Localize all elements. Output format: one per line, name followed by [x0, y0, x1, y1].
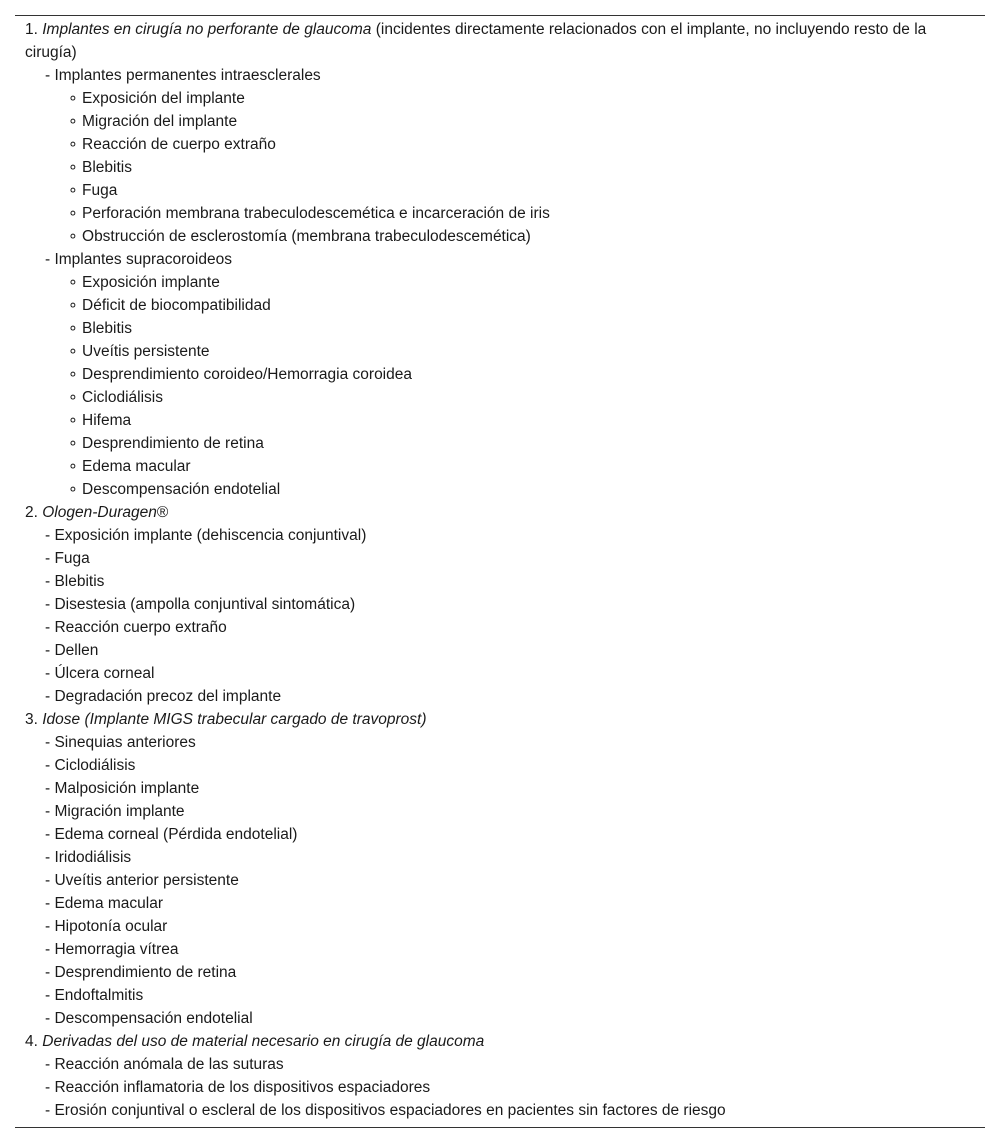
complications-table	[15, 15, 985, 1128]
section-number: 3.	[25, 711, 38, 728]
list-item: - Descompensación endotelial	[45, 1010, 253, 1027]
section-title: Ologen-Duragen	[42, 504, 157, 521]
list-item: ∘ Hifema	[68, 412, 132, 429]
list-item: - Degradación precoz del implante	[45, 688, 282, 705]
list-item: - Sinequias anteriores	[45, 734, 196, 751]
list-item: - Hemorragia vítrea	[45, 941, 179, 958]
list-item: - Iridodiálisis	[45, 849, 132, 866]
list-item: - Reacción inflamatoria de los dispositivos espaciadores	[45, 1079, 431, 1096]
list-item: - Fuga	[45, 550, 90, 567]
section-3-heading	[15, 708, 985, 731]
list-item: - Desprendimiento de retina	[45, 964, 237, 981]
list-item: ∘ Desprendimiento de retina	[68, 435, 264, 452]
section-note: (incidentes directamente relacionados con el implante, no incluyendo resto de la cirugía)	[25, 21, 927, 61]
subgroup-heading: - Implantes permanentes intraesclerales	[45, 67, 321, 84]
list-item: ∘ Blebitis	[68, 320, 132, 337]
section-1-heading	[15, 18, 985, 64]
list-item: ∘ Blebitis	[68, 159, 132, 176]
list-item: ∘ Edema macular	[68, 458, 191, 475]
list-item: - Erosión conjuntival o escleral de los dispositivos espaciadores en pacientes sin factores de riesgo	[45, 1102, 726, 1119]
list-item: - Edema macular	[45, 895, 164, 912]
section-note: ®	[156, 504, 169, 521]
list-item: - Blebitis	[45, 573, 105, 590]
list-item: ∘ Fuga	[68, 182, 118, 199]
section-2-heading	[15, 501, 985, 524]
section-number: 1.	[25, 21, 38, 38]
list-item: - Uveítis anterior persistente	[45, 872, 239, 889]
section-title: Implantes en cirugía no perforante de glaucoma	[42, 21, 372, 38]
list-item: ∘ Exposición del implante	[68, 90, 245, 107]
section-title: Derivadas del uso de material necesario en cirugía de glaucoma	[42, 1033, 485, 1050]
list-item: ∘ Migración del implante	[68, 113, 238, 130]
subgroup-heading: - Implantes supracoroideos	[45, 251, 232, 268]
list-item: - Reacción anómala de las suturas	[45, 1056, 284, 1073]
list-item: - Dellen	[45, 642, 99, 659]
list-item: - Ciclodiálisis	[45, 757, 136, 774]
list-item: - Endoftalmitis	[45, 987, 144, 1004]
section-number: 4.	[25, 1033, 38, 1050]
list-item: - Disestesia (ampolla conjuntival sintomática)	[45, 596, 356, 613]
list-item: - Úlcera corneal	[45, 665, 155, 682]
list-item: - Edema corneal (Pérdida endotelial)	[45, 826, 298, 843]
list-item: ∘ Obstrucción de esclerostomía (membrana trabeculodescemética)	[68, 228, 531, 245]
section-number: 2.	[25, 504, 38, 521]
list-item: ∘ Perforación membrana trabeculodescemética e incarceración de iris	[68, 205, 550, 222]
section-title: Idose (Implante MIGS trabecular cargado de travoprost)	[42, 711, 427, 728]
list-item: ∘ Ciclodiálisis	[68, 389, 163, 406]
list-item: ∘ Desprendimiento coroideo/Hemorragia coroidea	[68, 366, 412, 383]
list-item: ∘ Uveítis persistente	[68, 343, 210, 360]
list-item: - Reacción cuerpo extraño	[45, 619, 227, 636]
list-item: ∘ Reacción de cuerpo extraño	[68, 136, 276, 153]
list-item: - Malposición implante	[45, 780, 200, 797]
list-item: ∘ Descompensación endotelial	[68, 481, 281, 498]
list-item: ∘ Exposición implante	[68, 274, 220, 291]
list-item: ∘ Déficit de biocompatibilidad	[68, 297, 271, 314]
list-item: - Migración implante	[45, 803, 185, 820]
section-4-heading	[15, 1030, 985, 1053]
list-item: - Exposición implante (dehiscencia conjuntival)	[45, 527, 367, 544]
list-item: - Hipotonía ocular	[45, 918, 168, 935]
